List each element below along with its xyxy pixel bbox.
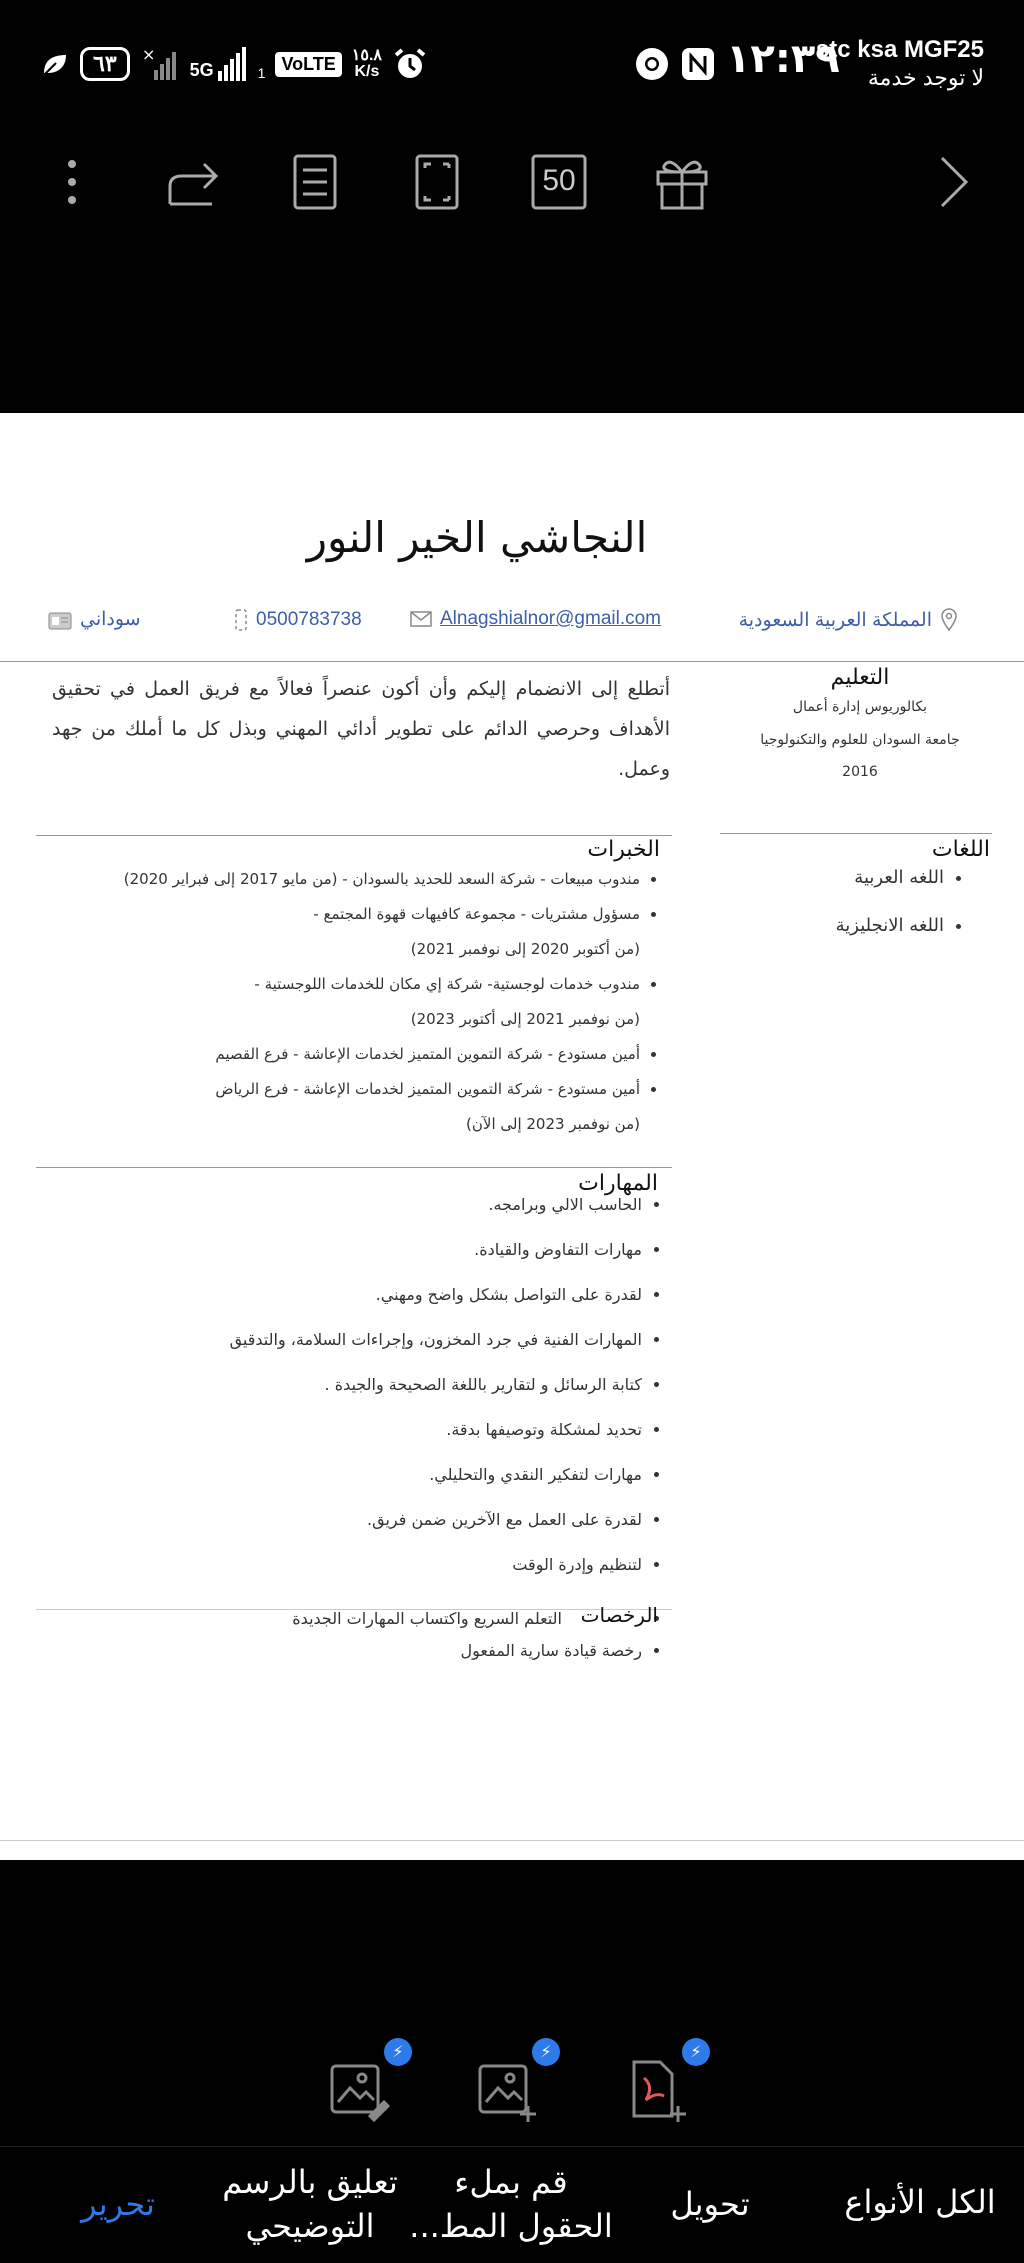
education-title: التعليم	[830, 665, 890, 690]
id-card-icon	[48, 609, 72, 631]
chrome-icon	[634, 46, 670, 82]
no-signal-icon	[140, 46, 180, 82]
experience-title: الخبرات	[587, 837, 660, 862]
volte-badge: VoLTE	[275, 52, 341, 77]
education-year: 2016	[842, 764, 878, 780]
skill-item: • مهارات التفاوض والقيادة.	[40, 1227, 642, 1272]
image-edit-icon	[322, 2056, 392, 2126]
divider	[36, 1167, 672, 1168]
email-link[interactable]: Alnagshialnor@gmail.com	[440, 608, 661, 629]
nav-fill-fields[interactable]	[406, 2160, 616, 2248]
skill-item: • التعلم السريع واكتساب المهارات الجديدة	[40, 1603, 642, 1635]
edit-image-tool[interactable]	[322, 2038, 412, 2128]
languages-title: اللغات	[931, 837, 990, 862]
experience-section	[40, 837, 670, 1142]
add-pdf-tool[interactable]	[620, 2038, 710, 2128]
skill-item: • كتابة الرسائل و لتقارير باللغة الصحيحة والجيدة .	[40, 1362, 642, 1407]
language-item: • اللغه الانجليزية	[720, 902, 944, 950]
alarm-icon	[392, 46, 428, 82]
page-count-button[interactable]	[527, 150, 591, 214]
mail-icon	[410, 611, 432, 627]
resume-name: النجاشي الخير النور	[306, 513, 648, 562]
service-status: لا توجد خدمة	[867, 65, 984, 90]
pdf-add-icon	[620, 2056, 690, 2126]
nav-annotate[interactable]	[220, 2160, 400, 2248]
location-pin-icon	[940, 608, 958, 632]
language-item: • اللغه العربية	[720, 854, 944, 902]
contact-nationality	[48, 608, 141, 631]
objective-text: أتطلع إلى الانضمام إليكم وأن أكون عنصراً فعالاً مع فريق العمل في تحقيق الأهداف وحرصي الدائم على تطوير أدائي المهني وبذل كل ما أملك من جهد وعمل.	[52, 678, 670, 780]
skill-item: • المهارات الفنية في جرد المخزون، وإجراءات السلامة، والتدقيق	[40, 1317, 642, 1362]
add-image-tool[interactable]	[470, 2038, 560, 2128]
skill-item: • لتنظيم وإدرة الوقت	[40, 1542, 642, 1587]
signal-sub: 1	[257, 65, 266, 81]
reading-mode-icon[interactable]	[283, 150, 347, 214]
image-add-icon	[470, 2056, 540, 2126]
experience-item-dates: (من نوفمبر 2023 إلى الآن)	[466, 1115, 640, 1133]
speed-value: ١٥.٨	[351, 47, 383, 64]
experience-item: • مسؤول مشتريات - مجموعة كافيهات قهوة المجتمع -	[40, 897, 640, 932]
document-page	[0, 413, 1024, 1860]
svg-text:×: ×	[141, 46, 156, 64]
phone-text: 0500783738	[256, 609, 362, 630]
education-university: جامعة السودان للعلوم والتكنولوجيا	[760, 732, 960, 748]
experience-item-dates: (من نوفمبر 2021 إلى أكتوبر 2023)	[410, 1010, 640, 1028]
signal-icon	[216, 47, 256, 81]
skills-title: المهارات	[578, 1171, 658, 1196]
page-count: 50	[542, 164, 576, 197]
network-indicator	[190, 47, 266, 81]
phone-icon	[234, 608, 248, 632]
fullscreen-icon[interactable]	[405, 150, 469, 214]
nav-fill-fields-line2: الحقول المط...	[409, 2207, 613, 2245]
network-type: 5G	[189, 60, 214, 80]
skill-item: • لقدرة على التواصل بشكل واضح ومهني.	[40, 1272, 642, 1317]
licenses-list	[40, 1603, 670, 1667]
experience-item: • مندوب خدمات لوجستية- شركة إي مكان للخدمات اللوجستية -	[40, 967, 640, 1002]
network-speed	[352, 48, 382, 80]
leaf-icon	[40, 51, 70, 77]
education-section	[720, 665, 1000, 788]
more-options-icon[interactable]	[40, 150, 104, 214]
license-item: • رخصة قيادة سارية المفعول	[40, 1635, 642, 1667]
location-text: المملكة العربية السعودية	[738, 609, 932, 631]
gift-icon[interactable]	[650, 150, 714, 214]
education-degree: بكالوريوس إدارة أعمال	[792, 699, 928, 715]
experience-item-dates: (من أكتوبر 2020 إلى نوفمبر 2021)	[410, 940, 640, 958]
share-icon[interactable]	[162, 150, 226, 214]
skill-item: • لقدرة على العمل مع الآخرين ضمن فريق.	[40, 1497, 642, 1542]
nav-annotate-line2: التوضيحي	[245, 2207, 375, 2245]
nav-fill-fields-line1: قم بملء	[454, 2163, 568, 2201]
experience-item: • مندوب مبيعات - شركة السعد للحديد بالسودان - (من مايو 2017 إلى فبراير 2020)	[40, 862, 640, 897]
lightning-badge-icon: ⚡	[682, 2038, 710, 2066]
languages-section	[720, 837, 990, 950]
lightning-badge-icon: ⚡	[532, 2038, 560, 2066]
contact-phone	[234, 608, 362, 632]
nav-all-types[interactable]: الكل الأنواع	[844, 2183, 996, 2221]
experience-item: • أمين مستودع - شركة التموين المتميز لخدمات الإعاشة - فرع القصيم	[40, 1037, 640, 1072]
nationality-text: سوداني	[80, 609, 141, 630]
battery-level: ٦٣	[80, 47, 130, 81]
status-bar	[0, 0, 1024, 130]
skill-item: • تحديد لمشكلة وتوصيفها بدقة.	[40, 1407, 642, 1452]
nfc-icon	[680, 46, 716, 82]
left-status-group	[40, 44, 428, 84]
speed-unit: K/s	[354, 63, 380, 80]
divider	[0, 661, 1024, 662]
nav-edit[interactable]: تحرير	[81, 2185, 155, 2223]
skill-item: • الحاسب الالي وبرامجه.	[40, 1182, 642, 1227]
carrier-info	[816, 36, 984, 92]
divider	[36, 835, 672, 836]
skills-section	[40, 1171, 670, 1587]
experience-item: • أمين مستودع - شركة التموين المتميز لخدمات الإعاشة - فرع الرياض	[40, 1072, 640, 1107]
contact-email[interactable]	[410, 608, 661, 630]
divider	[720, 833, 992, 834]
nav-annotate-line1: تعليق بالرسم	[222, 2163, 398, 2201]
licenses-title: الرخصات	[580, 1603, 658, 1627]
chevron-right-icon[interactable]	[920, 150, 984, 214]
experience-list	[40, 862, 670, 1142]
page-edge	[0, 1840, 1024, 1841]
clock: ١٢:٣٩	[726, 36, 840, 82]
languages-list	[720, 854, 990, 950]
carrier-name: stc ksa MGF25	[815, 36, 984, 63]
lightning-badge-icon: ⚡	[384, 2038, 412, 2066]
skills-list	[40, 1182, 670, 1587]
skill-item: • مهارات لتفكير النقدي والتحليلي.	[40, 1452, 642, 1497]
contact-location	[739, 608, 958, 632]
nav-convert[interactable]: تحويل	[670, 2185, 750, 2223]
licenses-section	[40, 1603, 670, 1667]
